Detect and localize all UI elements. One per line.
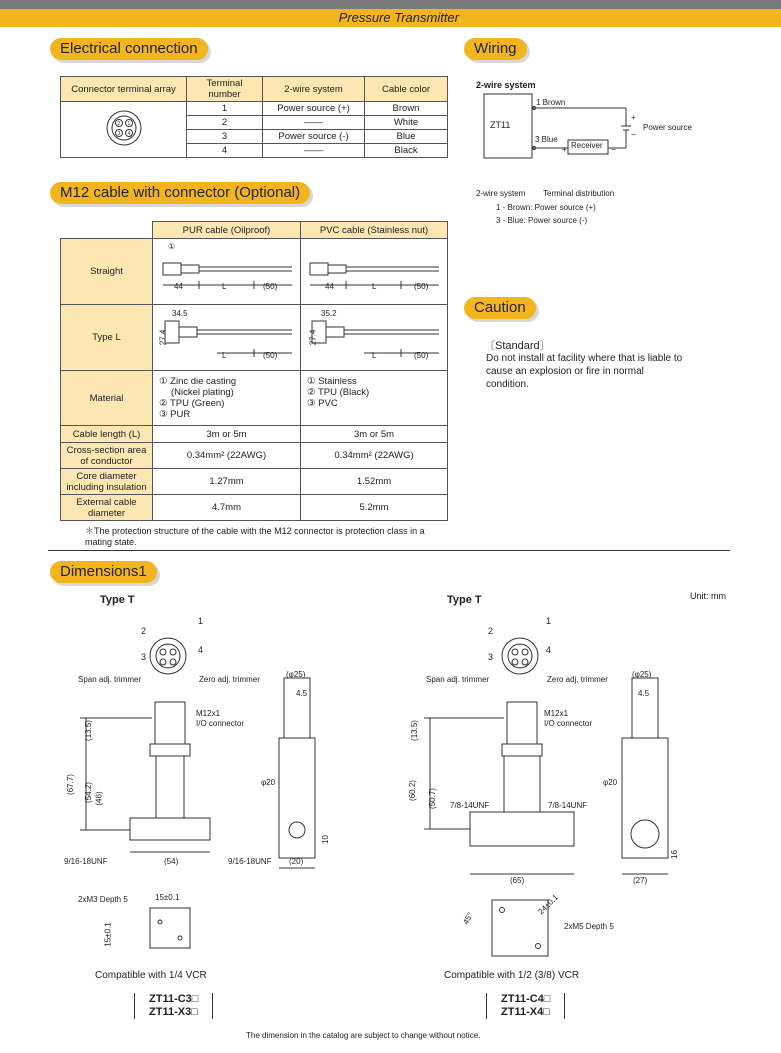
row-core-diameter: Core diameter including insulation [61,469,153,495]
cable-color: Black [365,144,448,158]
ext-pvc: 5.2mm [301,495,448,521]
col-header-cable-color: Cable color [365,77,448,102]
right-zero-trimmer: Zero adj. trimmer [547,675,608,684]
electrical-connection-table [60,76,448,158]
right-span-trimmer: Span adj. trimmer [426,675,490,684]
dist-header-terminal: Terminal distribution [543,189,615,198]
typel-pvc-dim-h: 27.4 [308,329,318,346]
receiver-minus: − [611,145,616,154]
wiring-minus: − [631,130,636,139]
svg-text:3: 3 [117,131,120,137]
left-w54: (54) [164,857,179,866]
material-line: ③ PVC [307,398,338,409]
dist-line-1: 1 - Brown: Power source (+) [496,203,596,212]
cross-pur: 0.34mm² (22AWG) [153,443,301,469]
left-h677: (67.7) [65,774,75,795]
terminal-number: 2 [187,116,263,130]
wire-function: —— [263,116,365,130]
right-type-label: Type T [447,594,482,606]
left-d10: 10 [320,835,330,844]
left-span-trimmer: Span adj. trimmer [78,675,142,684]
terminal-number: 4 [187,144,263,158]
col-header-terminal-number: Terminal number [187,77,263,102]
terminal-number: 1 [187,102,263,116]
left-type-label: Type T [100,594,135,606]
cross-pvc: 0.34mm² (22AWG) [301,443,448,469]
typel-pvc-dim-50: (50) [414,351,429,360]
right-dimension-drawing [407,612,700,972]
page-subtitle: Pressure Transmitter [338,10,459,25]
left-dia20: φ20 [261,778,276,787]
marker-1: ① [168,242,176,251]
right-d16: 16 [669,850,679,859]
section-electrical-connection: Electrical connection [50,38,208,60]
material-line: ③ PUR [159,409,191,420]
footer-note: The dimension in the catalog are subject to change without notice. [246,1031,481,1040]
length-pvc: 3m or 5m [301,426,448,443]
straight-pur-drawing [153,239,301,305]
right-h507: (50.7) [427,788,437,809]
model-code: ZT11-C4□ [501,993,551,1005]
right-dia20: φ20 [603,778,618,787]
svg-text:4: 4 [127,131,130,137]
terminal-number: 3 [187,130,263,144]
material-line: ② TPU (Black) [307,387,370,398]
row-type-l: Type L [61,305,153,371]
ext-pur: 4.7mm [153,495,301,521]
left-m12: M12x1 [196,709,221,718]
right-s24: 24±0.1 [536,892,561,917]
typel-pur-dim-l: L [222,351,227,360]
right-unf-l: 7/8-14UNF [450,801,490,810]
straight-pvc-dim-50: (50) [414,282,429,291]
dist-header-system: 2-wire system [476,189,526,198]
right-io-connector: I/O connector [544,719,593,728]
section-caution: Caution [464,297,536,319]
right-pin-2: 2 [488,626,494,636]
wire-function: Power source (-) [263,130,365,144]
right-w27: (27) [633,876,648,885]
left-d45: 4.5 [296,689,308,698]
left-pin-2: 2 [141,626,147,636]
typel-pur-dim-50: (50) [263,351,278,360]
col-header-pur: PUR cable (Oilproof) [153,222,301,239]
wiring-diagram [476,92,736,164]
row-material: Material [61,371,153,426]
straight-pur-dim-l: L [222,282,227,291]
wire-function: —— [263,144,365,158]
right-angle: 45° [461,911,475,926]
right-h602: (60.2) [407,780,417,801]
row-straight: Straight [61,239,153,305]
wiring-title: 2-wire system [476,80,536,90]
cable-color: Brown [365,102,448,116]
typel-pur-dim-h: 27.4 [158,329,168,346]
wiring-plus: + [631,113,636,122]
length-pur: 3m or 5m [153,426,301,443]
left-pin-4: 4 [198,645,204,655]
left-zero-trimmer: Zero adj. trimmer [199,675,260,684]
left-h135: (13.5) [83,720,93,741]
divider [48,550,730,551]
caution-label: 〔Standard〕 [484,340,551,352]
model-code: ZT11-X4□ [501,1006,550,1018]
section-wiring: Wiring [464,38,527,60]
right-m12: M12x1 [544,709,569,718]
col-header-pvc: PVC cable (Stainless nut) [301,222,448,239]
left-m3: 2xM3 Depth 5 [78,895,128,904]
right-w65: (65) [510,876,525,885]
wiring-line-blue: 3 Blue [535,135,558,144]
material-line: ② TPU (Green) [159,398,225,409]
m12-note: ＊The protection structure of the cable with the M12 connector is protection class in a mating state. [85,526,425,547]
top-gray-bar [0,0,781,9]
left-model-box [134,993,213,1019]
right-h135: (13.5) [409,720,419,741]
right-d45: 4.5 [638,689,650,698]
core-pvc: 1.52mm [301,469,448,495]
row-cable-length: Cable length (L) [61,426,153,443]
unit-label: Unit: mm [690,591,726,601]
model-code: ZT11-X3□ [149,1006,198,1018]
straight-pvc-dim-44: 44 [325,282,334,291]
right-pin-1: 1 [546,616,552,626]
straight-pvc-drawing [301,239,448,305]
model-code: ZT11-C3□ [149,993,199,1005]
typel-pvc-dim: 35.2 [321,309,337,318]
connector-pin-diagram [61,102,187,158]
right-compat: Compatible with 1/2 (3/8) VCR [444,970,580,981]
left-w20: (20) [289,857,304,866]
material-pur [153,371,301,426]
receiver-plus: + [562,145,567,154]
row-external-diameter: External cable diameter [61,495,153,521]
straight-pvc-dim-l: L [372,282,377,291]
right-m5: 2xM5 Depth 5 [564,922,614,931]
wire-function: Power source (+) [263,102,365,116]
left-compat: Compatible with 1/4 VCR [95,970,207,981]
section-dimensions: Dimensions1 [50,561,157,583]
left-pin-3: 3 [141,652,147,662]
material-line: (Nickel plating) [171,387,234,398]
section-m12-cable: M12 cable with connector (Optional) [50,182,310,204]
col-header-2wire: 2-wire system [263,77,365,102]
svg-text:1: 1 [127,121,130,127]
straight-pur-dim-44: 44 [174,282,183,291]
right-pin-4: 4 [546,645,552,655]
wiring-device: ZT11 [490,120,511,130]
typel-pvc-dim-l: L [372,351,377,360]
caution-text: Do not install at facility where that is liable to cause an explosion or fire in normal condition. [486,353,683,390]
left-unf-l: 9/16-18UNF [64,857,108,866]
material-line: ① Zinc die casting [159,376,237,387]
left-pin-1: 1 [198,616,204,626]
col-header-terminal-array: Connector terminal array [61,77,187,102]
left-io-connector: I/O connector [196,719,245,728]
right-dia25: (φ25) [632,670,652,679]
dist-line-3: 3 - Blue: Power source (-) [496,216,588,225]
material-line: ① Stainless [307,376,357,387]
left-s15a: 15±0.1 [155,893,180,902]
right-model-box [486,993,565,1019]
cable-color: White [365,116,448,130]
m12-cable-table [60,221,448,521]
material-pvc [301,371,448,426]
right-unf-r: 7/8-14UNF [548,801,588,810]
svg-text:2: 2 [117,121,120,127]
left-h542: (54.2) [83,782,93,803]
row-cross-section: Cross-section area of conductor [61,443,153,469]
straight-pur-dim-50: (50) [263,282,278,291]
left-dia25: (φ25) [286,670,306,679]
wiring-receiver: Receiver [571,141,603,150]
wiring-power-source: Power source [643,123,692,132]
typel-pur-dim: 34.5 [172,309,188,318]
left-h46: (46) [94,791,104,806]
cable-color: Blue [365,130,448,144]
right-pin-3: 3 [488,652,494,662]
core-pur: 1.27mm [153,469,301,495]
left-s15b: 15±0.1 [103,922,113,947]
left-unf-r: 9/16-18UNF [228,857,272,866]
wiring-line-brown: 1 Brown [536,98,566,107]
